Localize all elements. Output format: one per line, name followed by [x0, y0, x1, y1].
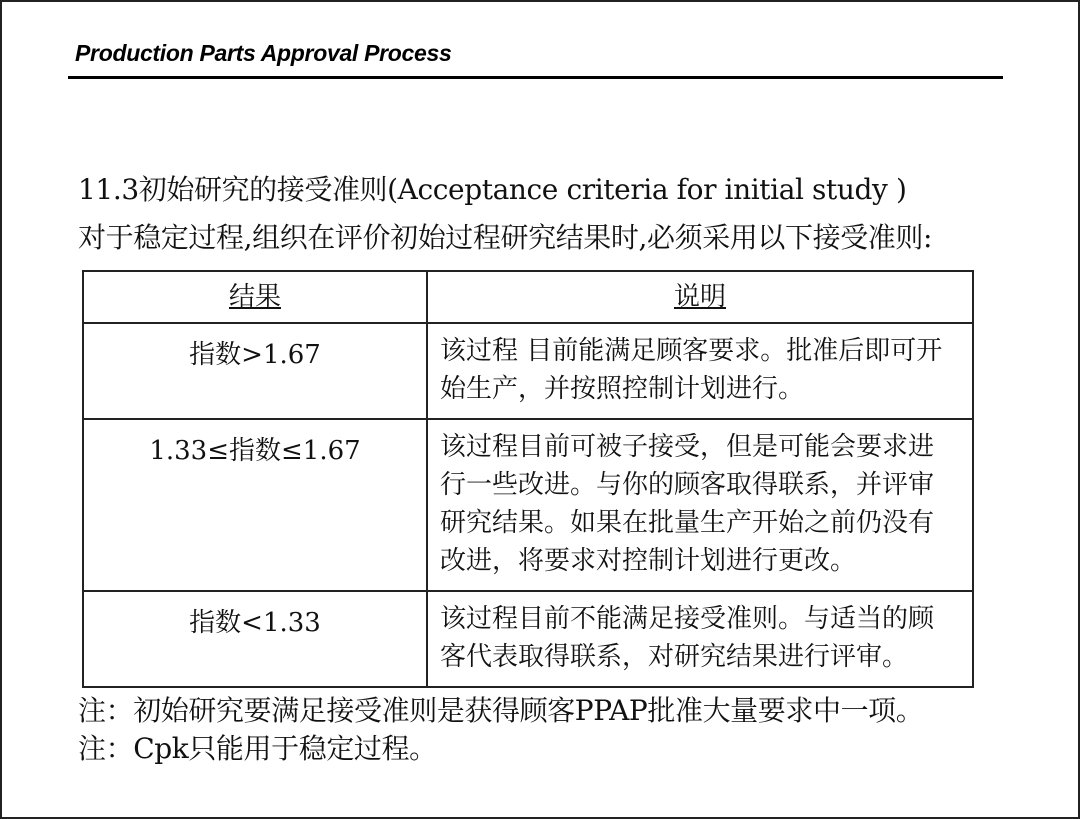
acceptance-criteria-table	[82, 270, 974, 688]
result-cell: 指数<1.33	[83, 591, 427, 687]
column-header-result: 结果	[83, 271, 427, 323]
notes-block	[78, 692, 923, 768]
result-cell: 1.33≤指数≤1.67	[83, 419, 427, 591]
table-header-row	[83, 271, 973, 323]
column-header-description: 说明	[427, 271, 973, 323]
description-cell: 该过程 目前能满足顾客要求。批准后即可开始生产，并按照控制计划进行。	[427, 323, 973, 419]
description-cell: 该过程目前可被子接受，但是可能会要求进行一些改进。与你的顾客取得联系，并评审研究结果。如果在批量生产开始之前仍没有改进，将要求对控制计划进行更改。	[427, 419, 973, 591]
result-cell: 指数>1.67	[83, 323, 427, 419]
table-row	[83, 323, 973, 419]
table-row	[83, 591, 973, 687]
section-heading: 11.3初始研究的接受准则(Acceptance criteria for initial study )	[78, 173, 907, 206]
description-cell: 该过程目前不能满足接受准则。与适当的顾客代表取得联系，对研究结果进行评审。	[427, 591, 973, 687]
intro-text: 对于稳定过程,组织在评价初始过程研究结果时,必须采用以下接受准则:	[78, 221, 933, 254]
header-divider	[68, 76, 1003, 79]
table-row	[83, 419, 973, 591]
header-title: Production Parts Approval Process	[75, 40, 452, 66]
note-1: 注：初始研究要满足接受准则是获得顾客PPAP批准大量要求中一项。	[78, 694, 924, 727]
note-2: 注：Cpk只能用于稳定过程。	[78, 732, 437, 765]
